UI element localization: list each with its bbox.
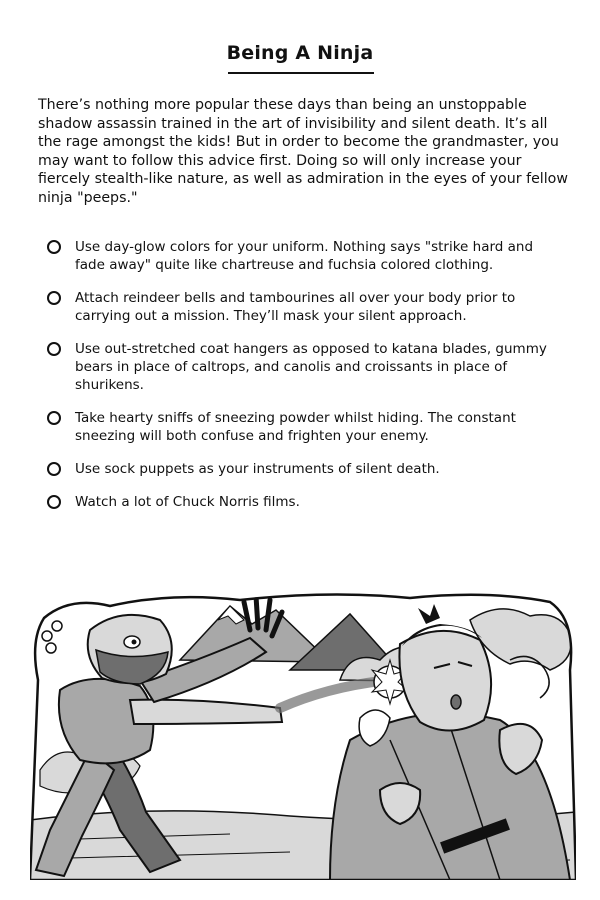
list-item: [44, 409, 564, 445]
circle-bullet-icon: [47, 411, 61, 425]
circle-bullet-icon: [47, 342, 61, 356]
tip-text: Attach reindeer bells and tambourines all over your body prior to carrying out a mission. They’ll mask your silent approach.: [75, 290, 516, 324]
list-item: [44, 238, 564, 274]
list-item: [44, 493, 564, 511]
page-title: Being A Ninja: [226, 42, 374, 64]
tip-text: Watch a lot of Chuck Norris films.: [75, 494, 300, 510]
tip-text: Take hearty sniffs of sneezing powder whilst hiding. The constant sneezing will both confuse and frighten your enemy.: [75, 410, 516, 444]
tip-text: Use sock puppets as your instruments of silent death.: [75, 461, 440, 477]
tip-text: Use day-glow colors for your uniform. Nothing says "strike hard and fade away" quite like chartreuse and fuchsia colored clothing.: [75, 239, 534, 273]
ninja-comic-illustration: [30, 590, 576, 880]
circle-bullet-icon: [47, 240, 61, 254]
circle-bullet-icon: [47, 462, 61, 476]
title-underline: [228, 72, 374, 74]
list-item: [44, 460, 564, 478]
list-item: [44, 289, 564, 325]
intro-paragraph: There’s nothing more popular these days than being an unstoppable shadow assassin trained in the art of invisibility and silent death. It’s all the rage amongst the kids! But in order to become the grandmaster, you may want to follow this advice first. Doing so will only increase your fiercely stealth-like nature, as well as admiration in the eyes of your fellow ninja "peeps.": [38, 97, 568, 206]
list-item: [44, 340, 564, 394]
samurai-mouth: [451, 695, 461, 709]
circle-bullet-icon: [47, 495, 61, 509]
circle-bullet-icon: [47, 291, 61, 305]
tip-text: Use out-stretched coat hangers as opposed to katana blades, gummy bears in place of caltrops, and canolis and croissants in place of shurikens.: [75, 341, 547, 393]
tips-list: [44, 238, 564, 526]
